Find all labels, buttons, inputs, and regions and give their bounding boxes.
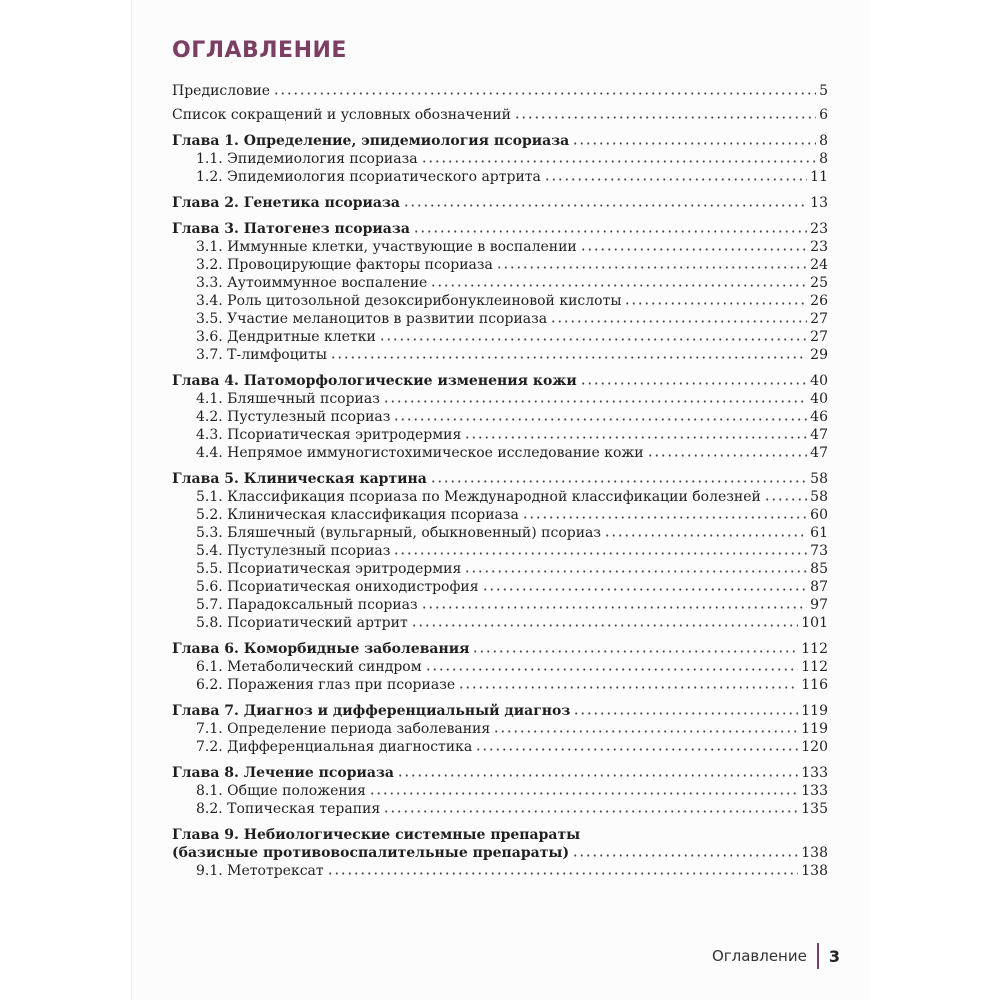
dot-leader [472, 643, 798, 653]
toc-chapter-title: Глава 4. Патоморфологические изменения кожи [172, 373, 577, 389]
toc-page-number: 24 [810, 257, 828, 273]
toc-page-number: 120 [801, 739, 828, 755]
toc-page-number: 11 [810, 169, 828, 185]
running-footer-label: Оглавление [711, 947, 807, 965]
toc-section-title: 5.6. Псориатическая ониходистрофия [196, 579, 479, 595]
toc-chapter-entry[interactable] [172, 470, 828, 488]
toc-chapter-entry[interactable] [172, 826, 828, 844]
toc-section-entry[interactable] [172, 800, 828, 818]
toc-section-title: 5.7. Парадоксальный псориаз [196, 597, 418, 613]
toc-page-number: 27 [810, 311, 828, 327]
dot-leader [379, 331, 807, 341]
toc-section-entry[interactable] [172, 310, 828, 328]
page-number: 3 [828, 946, 840, 966]
toc-chapter-entry-continuation[interactable] [172, 844, 828, 862]
toc-section-title: 5.2. Клиническая классификация псориаза [196, 507, 519, 523]
toc-section-entry[interactable] [172, 782, 828, 800]
dot-leader [580, 241, 807, 251]
toc-chapter-entry[interactable] [172, 764, 828, 782]
toc-section-title: 4.4. Непрямое иммуногистохимическое исследование кожи [196, 445, 644, 461]
dot-leader [397, 767, 798, 777]
toc-page-number: 73 [810, 543, 828, 559]
dot-leader [421, 153, 816, 163]
toc-page-number: 112 [801, 641, 828, 657]
toc-page-number: 23 [810, 221, 828, 237]
toc-page-number: 112 [801, 659, 828, 675]
toc-section-entry[interactable] [172, 676, 828, 694]
toc-section-title: 6.2. Поражения глаз при псориазе [196, 677, 456, 693]
chapter-group-1 [172, 132, 828, 186]
toc-chapter-entry[interactable] [172, 372, 828, 390]
chapter-group-9 [172, 826, 828, 880]
toc-page-number: 47 [810, 427, 828, 443]
dot-leader [464, 563, 807, 573]
toc-page-number: 133 [801, 783, 828, 799]
toc-section-title: 4.3. Псориатическая эритродермия [196, 427, 462, 443]
toc-section-entry[interactable] [172, 274, 828, 292]
toc-page-number: 85 [810, 561, 828, 577]
dot-leader [383, 393, 807, 403]
toc-section-entry[interactable] [172, 720, 828, 738]
toc-page-number: 58 [810, 489, 828, 505]
toc-section-entry[interactable] [172, 738, 828, 756]
toc-page-number: 13 [810, 195, 828, 211]
toc-page-number: 27 [810, 329, 828, 345]
toc-section-entry[interactable] [172, 328, 828, 346]
toc-section-title: 4.2. Пустулезный псориаз [196, 409, 391, 425]
dot-leader [514, 109, 816, 119]
toc-section-title: 7.2. Дифференциальная диагностика [196, 739, 473, 755]
dot-leader [411, 617, 799, 627]
toc-section-entry[interactable] [172, 256, 828, 274]
toc-chapter-title: Глава 9. Небиологические системные препараты [172, 827, 581, 843]
toc-section-title: 5.5. Псориатическая эритродермия [196, 561, 462, 577]
toc-chapter-entry[interactable] [172, 640, 828, 658]
toc-chapter-title: Глава 7. Диагноз и дифференциальный диагноз [172, 703, 571, 719]
dot-leader [493, 723, 798, 733]
toc-chapter-title: Глава 6. Коморбидные заболевания [172, 641, 470, 657]
toc-page-number: 8 [819, 151, 828, 167]
dot-leader [550, 313, 807, 323]
dot-leader [425, 661, 799, 671]
chapter-group-7 [172, 702, 828, 756]
toc-section-entry[interactable] [172, 150, 828, 168]
toc-section-entry[interactable] [172, 390, 828, 408]
toc-page-number: 119 [801, 703, 828, 719]
toc-section-title: 3.2. Провоцирующие факторы псориаза [196, 257, 493, 273]
toc-page-number: 61 [810, 525, 828, 541]
toc-chapter-title: (базисные противовоспалительные препараты) [172, 845, 570, 861]
dot-leader [580, 375, 807, 385]
chapter-group-6 [172, 640, 828, 694]
dot-leader [573, 705, 798, 715]
toc-section-title: 1.1. Эпидемиология псориаза [196, 151, 418, 167]
toc-page-number: 119 [801, 721, 828, 737]
toc-page-number: 60 [810, 507, 828, 523]
toc-chapter-title: Глава 8. Лечение псориаза [172, 765, 394, 781]
toc-section-entry[interactable] [172, 578, 828, 596]
toc-page-number: 138 [801, 863, 828, 879]
toc-page-number: 29 [810, 347, 828, 363]
toc-section-entry[interactable] [172, 542, 828, 560]
toc-section-entry[interactable] [172, 292, 828, 310]
dot-leader [393, 545, 807, 555]
dot-leader [572, 135, 816, 145]
toc-page-number: 23 [810, 239, 828, 255]
dot-leader [413, 223, 807, 233]
toc-section-entry[interactable] [172, 238, 828, 256]
dot-leader [544, 171, 807, 181]
toc-chapter-entry[interactable] [172, 194, 828, 212]
toc-chapter-title: Глава 3. Патогенез псориаза [172, 221, 410, 237]
toc-section-entry[interactable] [172, 346, 828, 364]
dot-leader [369, 785, 798, 795]
dot-leader [604, 527, 807, 537]
dot-leader [647, 447, 808, 457]
toc-section-title: 6.1. Метаболический синдром [196, 659, 422, 675]
toc-section-title: 3.4. Роль цитозольной дезоксирибонуклеиновой кислоты [196, 293, 622, 309]
toc-section-title: 9.1. Метотрексат [196, 863, 324, 879]
toc-section-entry[interactable] [172, 506, 828, 524]
toc-section-entry[interactable] [172, 862, 828, 880]
dot-leader [464, 429, 807, 439]
toc-section-entry[interactable] [172, 426, 828, 444]
dot-leader [482, 581, 808, 591]
toc-section-title: 5.3. Бляшечный (вульгарный, обыкновенный) псориаз [196, 525, 602, 541]
toc-entry-preface[interactable] [172, 82, 828, 100]
dot-leader [273, 85, 816, 95]
chapter-group-4 [172, 372, 828, 462]
dot-leader [475, 741, 798, 751]
chapter-group-3 [172, 220, 828, 364]
chapter-group-8 [172, 764, 828, 818]
toc-page-number: 101 [801, 615, 828, 631]
toc-page-number: 58 [810, 471, 828, 487]
toc-section-title: 3.6. Дендритные клетки [196, 329, 376, 345]
footer-divider [817, 943, 819, 969]
toc-page-number: 25 [810, 275, 828, 291]
toc-section-entry[interactable] [172, 488, 828, 506]
dot-leader [330, 349, 807, 359]
dot-leader [383, 803, 798, 813]
toc-section-title: 5.8. Псориатический артрит [196, 615, 408, 631]
toc-page-number: 97 [810, 597, 828, 613]
toc-chapter-entry[interactable] [172, 132, 828, 150]
toc-page-number: 133 [801, 765, 828, 781]
chapter-group-5 [172, 470, 828, 632]
toc-page-number: 138 [801, 845, 828, 861]
toc-section-entry[interactable] [172, 596, 828, 614]
dot-leader [496, 259, 807, 269]
toc-section-title: 4.1. Бляшечный псориаз [196, 391, 380, 407]
toc-page-number: 26 [810, 293, 828, 309]
toc-entry-text: Предисловие [172, 83, 271, 99]
page-footer [712, 943, 840, 969]
dot-leader [430, 277, 807, 287]
dot-leader [522, 509, 807, 519]
chapter-group-2 [172, 194, 828, 212]
toc-section-title: 8.2. Топическая терапия [196, 801, 381, 817]
toc-section-entry[interactable] [172, 524, 828, 542]
toc-section-title: 8.1. Общие положения [196, 783, 366, 799]
toc-page-number: 87 [810, 579, 828, 595]
dot-leader [624, 295, 807, 305]
toc-section-title: 3.1. Иммунные клетки, участвующие в воспалении [196, 239, 577, 255]
toc-entry-abbreviations[interactable] [172, 106, 828, 124]
toc-page-number: 47 [810, 445, 828, 461]
page-margin [869, 0, 1000, 1000]
toc-section-title: 1.2. Эпидемиология псориатического артрита [196, 169, 541, 185]
toc-section-entry[interactable] [172, 658, 828, 676]
toc-page-number: 5 [819, 83, 828, 99]
toc-chapter-entry[interactable] [172, 220, 828, 238]
dot-leader [572, 847, 798, 857]
toc-chapter-title: Глава 1. Определение, эпидемиология псориаза [172, 133, 570, 149]
toc-section-entry[interactable] [172, 614, 828, 632]
toc-page-number: 46 [810, 409, 828, 425]
dot-leader [458, 679, 798, 689]
toc-section-entry[interactable] [172, 444, 828, 462]
toc-section-entry[interactable] [172, 408, 828, 426]
toc-page-number: 8 [819, 133, 828, 149]
toc-page-number: 40 [810, 391, 828, 407]
dot-leader [421, 599, 808, 609]
page-title: ОГЛАВЛЕНИЕ [172, 38, 347, 63]
toc-chapter-entry[interactable] [172, 702, 828, 720]
toc-section-title: 3.7. Т-лимфоциты [196, 347, 327, 363]
toc-chapter-title: Глава 2. Генетика псориаза [172, 195, 400, 211]
dot-leader [430, 473, 807, 483]
toc-section-title: 3.5. Участие меланоцитов в развитии псориаза [196, 311, 548, 327]
dot-leader [764, 491, 807, 501]
dot-leader [393, 411, 807, 421]
toc-chapter-title: Глава 5. Клиническая картина [172, 471, 427, 487]
toc-section-title: 5.4. Пустулезный псориаз [196, 543, 391, 559]
toc-page-number: 116 [801, 677, 828, 693]
toc-page-number: 40 [810, 373, 828, 389]
toc-section-title: 7.1. Определение периода заболевания [196, 721, 491, 737]
toc-section-title: 5.1. Классификация псориаза по Международной классификации болезней [196, 489, 761, 505]
table-of-contents [172, 76, 828, 880]
toc-entry-text: Список сокращений и условных обозначений [172, 107, 511, 123]
toc-page-number: 135 [801, 801, 828, 817]
toc-section-entry[interactable] [172, 168, 828, 186]
dot-leader [403, 197, 807, 207]
dot-leader [327, 865, 799, 875]
toc-section-entry[interactable] [172, 560, 828, 578]
toc-section-title: 3.3. Аутоиммунное воспаление [196, 275, 428, 291]
toc-page-number: 6 [819, 107, 828, 123]
